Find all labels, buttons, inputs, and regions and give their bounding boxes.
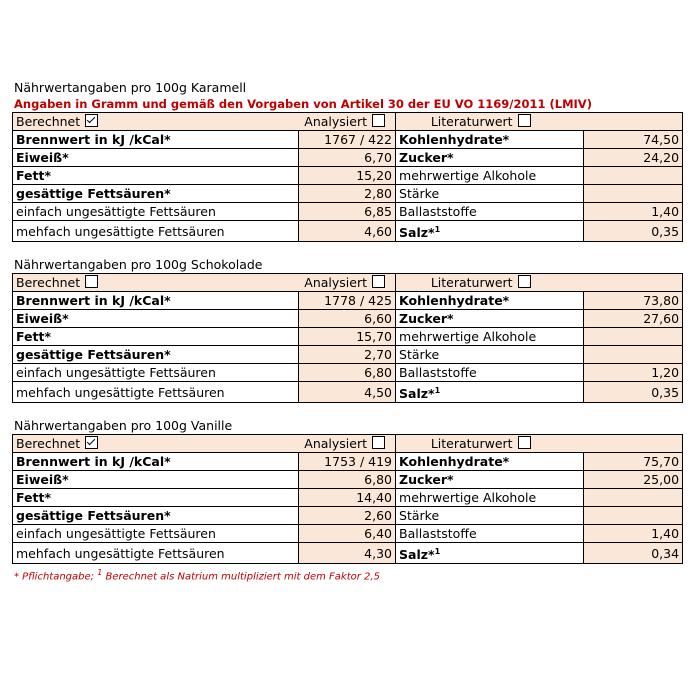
- einfach-label: einfach ungesättigte Fettsäuren: [13, 364, 299, 382]
- footnote-sodium: Berechnet als Natrium multipliziert mit dem Faktor 2,5: [105, 571, 380, 583]
- alkohole-value: [584, 328, 683, 346]
- mehrfach-value: 4,50: [299, 382, 396, 403]
- table-row: [13, 364, 683, 382]
- analysiert-label: Analysiert: [304, 114, 368, 129]
- fett-label: Fett*: [13, 489, 299, 507]
- table-row: [13, 310, 683, 328]
- alkohole-value: [584, 167, 683, 185]
- table-row: [13, 543, 683, 564]
- eiweiss-value: 6,70: [299, 149, 396, 167]
- literatur-cell: [396, 435, 683, 453]
- salz-label-cell: [396, 543, 584, 564]
- table-row: [13, 382, 683, 403]
- mehrfach-label: mehfach ungesättigte Fettsäuren: [13, 221, 299, 242]
- kohlenhydrate-label: Kohlenhydrate*: [396, 131, 584, 149]
- eiweiss-value: 6,60: [299, 310, 396, 328]
- zucker-value: 25,00: [584, 471, 683, 489]
- brennwert-label: Brennwert in kJ /kCal*: [13, 292, 299, 310]
- method-cell: [13, 435, 396, 453]
- gesaettigte-label: gesättige Fettsäuren*: [13, 185, 299, 203]
- salz-label: Salz*: [399, 386, 435, 402]
- block-title: Nährwertangaben pro 100g Karamell: [14, 80, 247, 95]
- literaturwert-label: Literaturwert: [430, 275, 513, 290]
- ballaststoffe-label: Ballaststoffe: [396, 364, 584, 382]
- nutrition-block: [12, 257, 682, 403]
- zucker-label: Zucker*: [396, 149, 584, 167]
- analysiert-label: Analysiert: [304, 436, 368, 451]
- salz-value: 0,35: [584, 382, 683, 403]
- staerke-value: [584, 346, 683, 364]
- kohlenhydrate-value: 73,80: [584, 292, 683, 310]
- berechnet-checkbox[interactable]: [85, 275, 98, 288]
- nutrition-table: [12, 273, 683, 403]
- einfach-label: einfach ungesättigte Fettsäuren: [13, 203, 299, 221]
- table-row: [13, 185, 683, 203]
- eiweiss-label: Eiweiß*: [13, 471, 299, 489]
- literatur-cell: [396, 274, 683, 292]
- table-row: [13, 328, 683, 346]
- mehrfach-label: mehfach ungesättigte Fettsäuren: [13, 382, 299, 403]
- kohlenhydrate-label: Kohlenhydrate*: [396, 453, 584, 471]
- alkohole-value: [584, 489, 683, 507]
- analysiert-checkbox[interactable]: [372, 275, 385, 288]
- salz-footnote-mark: 1: [434, 225, 441, 234]
- table-row: [13, 471, 683, 489]
- eiweiss-label: Eiweiß*: [13, 149, 299, 167]
- table-row: [13, 131, 683, 149]
- ballaststoffe-label: Ballaststoffe: [396, 525, 584, 543]
- footnote-mandatory: * Pflichtangabe;: [14, 571, 95, 583]
- method-cell: [13, 274, 396, 292]
- salz-label-cell: [396, 221, 584, 242]
- method-row: [13, 113, 683, 131]
- einfach-value: 6,40: [299, 525, 396, 543]
- salz-footnote-mark: 1: [434, 547, 441, 556]
- method-cell: [13, 113, 396, 131]
- nutrition-block: [12, 80, 682, 242]
- table-row: [13, 167, 683, 185]
- salz-value: 0,35: [584, 221, 683, 242]
- fett-value: 14,40: [299, 489, 396, 507]
- nutrition-table: [12, 112, 683, 242]
- staerke-value: [584, 185, 683, 203]
- alkohole-label: mehrwertige Alkohole: [396, 328, 584, 346]
- berechnet-label: Berechnet: [16, 275, 81, 290]
- footnote: [14, 568, 380, 582]
- literaturwert-checkbox[interactable]: [518, 114, 531, 127]
- eiweiss-value: 6,80: [299, 471, 396, 489]
- alkohole-label: mehrwertige Alkohole: [396, 167, 584, 185]
- salz-label: Salz*: [399, 547, 435, 563]
- salz-label: Salz*: [399, 225, 435, 241]
- eiweiss-label: Eiweiß*: [13, 310, 299, 328]
- literaturwert-label: Literaturwert: [430, 436, 513, 451]
- zucker-label: Zucker*: [396, 310, 584, 328]
- mehrfach-label: mehfach ungesättigte Fettsäuren: [13, 543, 299, 564]
- zucker-label: Zucker*: [396, 471, 584, 489]
- nutrition-table: [12, 434, 683, 564]
- kohlenhydrate-value: 74,50: [584, 131, 683, 149]
- brennwert-label: Brennwert in kJ /kCal*: [13, 453, 299, 471]
- analysiert-checkbox[interactable]: [372, 114, 385, 127]
- analysiert-checkbox[interactable]: [372, 436, 385, 449]
- zucker-value: 27,60: [584, 310, 683, 328]
- table-row: [13, 507, 683, 525]
- gesaettigte-value: 2,80: [299, 185, 396, 203]
- staerke-label: Stärke: [396, 346, 584, 364]
- brennwert-value: 1767 / 422: [299, 131, 396, 149]
- berechnet-label: Berechnet: [16, 114, 81, 129]
- block-title: Nährwertangaben pro 100g Vanille: [14, 418, 233, 433]
- ballaststoffe-value: 1,40: [584, 525, 683, 543]
- mehrfach-value: 4,60: [299, 221, 396, 242]
- zucker-value: 24,20: [584, 149, 683, 167]
- nutrition-block: [12, 418, 682, 564]
- ballaststoffe-value: 1,20: [584, 364, 683, 382]
- table-row: [13, 525, 683, 543]
- gesaettigte-label: gesättige Fettsäuren*: [13, 346, 299, 364]
- staerke-value: [584, 507, 683, 525]
- staerke-label: Stärke: [396, 507, 584, 525]
- method-row: [13, 274, 683, 292]
- fett-label: Fett*: [13, 328, 299, 346]
- analysiert-label: Analysiert: [304, 275, 368, 290]
- footnote-mark: 1: [97, 568, 103, 577]
- table-row: [13, 346, 683, 364]
- table-row: [13, 489, 683, 507]
- ballaststoffe-label: Ballaststoffe: [396, 203, 584, 221]
- kohlenhydrate-value: 75,70: [584, 453, 683, 471]
- staerke-label: Stärke: [396, 185, 584, 203]
- literaturwert-checkbox[interactable]: [518, 436, 531, 449]
- einfach-value: 6,85: [299, 203, 396, 221]
- berechnet-checkbox[interactable]: [85, 436, 98, 449]
- fett-label: Fett*: [13, 167, 299, 185]
- einfach-label: einfach ungesättigte Fettsäuren: [13, 525, 299, 543]
- gesaettigte-value: 2,70: [299, 346, 396, 364]
- table-row: [13, 203, 683, 221]
- block-title: Nährwertangaben pro 100g Schokolade: [14, 257, 263, 272]
- literaturwert-label: Literaturwert: [430, 114, 513, 129]
- fett-value: 15,70: [299, 328, 396, 346]
- regulation-note: Angaben in Gramm und gemäß den Vorgaben von Artikel 30 der EU VO 1169/2011 (LMIV): [14, 97, 592, 111]
- brennwert-value: 1778 / 425: [299, 292, 396, 310]
- alkohole-label: mehrwertige Alkohole: [396, 489, 584, 507]
- mehrfach-value: 4,30: [299, 543, 396, 564]
- method-row: [13, 435, 683, 453]
- einfach-value: 6,80: [299, 364, 396, 382]
- salz-value: 0,34: [584, 543, 683, 564]
- salz-footnote-mark: 1: [434, 386, 441, 395]
- literatur-cell: [396, 113, 683, 131]
- berechnet-checkbox[interactable]: [85, 114, 98, 127]
- kohlenhydrate-label: Kohlenhydrate*: [396, 292, 584, 310]
- brennwert-label: Brennwert in kJ /kCal*: [13, 131, 299, 149]
- brennwert-value: 1753 / 419: [299, 453, 396, 471]
- berechnet-label: Berechnet: [16, 436, 81, 451]
- table-row: [13, 453, 683, 471]
- gesaettigte-value: 2,60: [299, 507, 396, 525]
- literaturwert-checkbox[interactable]: [518, 275, 531, 288]
- table-row: [13, 221, 683, 242]
- salz-label-cell: [396, 382, 584, 403]
- gesaettigte-label: gesättige Fettsäuren*: [13, 507, 299, 525]
- table-row: [13, 292, 683, 310]
- fett-value: 15,20: [299, 167, 396, 185]
- table-row: [13, 149, 683, 167]
- ballaststoffe-value: 1,40: [584, 203, 683, 221]
